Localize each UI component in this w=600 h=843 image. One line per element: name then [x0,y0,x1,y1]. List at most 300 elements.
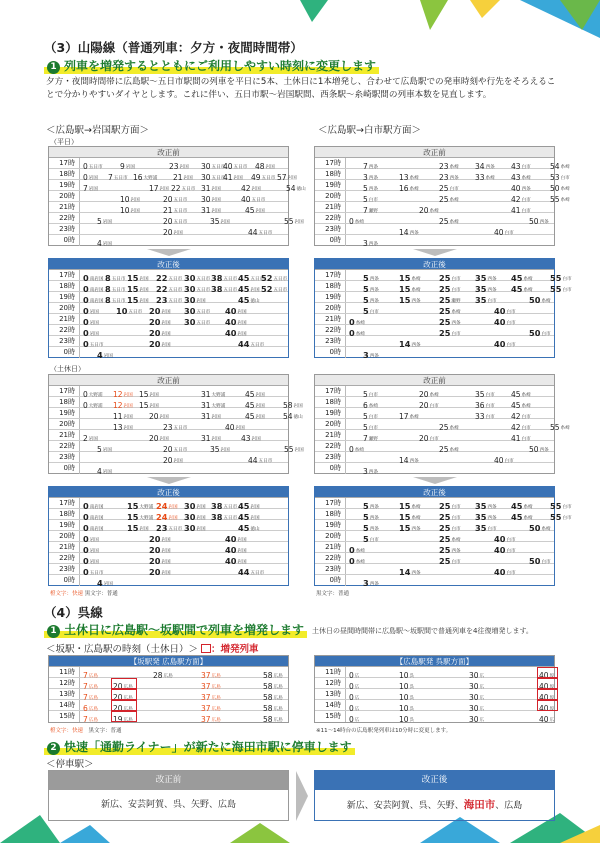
departure-cell: 25糸崎 [439,445,459,454]
table-row [315,564,554,575]
hour-divider [345,553,346,563]
table-row [315,700,554,711]
hour-divider [345,520,346,530]
departure-cell: 25糸崎 [439,423,459,432]
departure-cell: 44五日市 [238,567,265,577]
departure-cell: 21岩国 [173,173,193,182]
table-row [49,564,288,575]
departure-cell: 36白市 [475,401,495,410]
hour-label: 19時 [325,293,341,301]
table-header: 改正前 [315,375,554,386]
departure-cell: 0南岩国 [83,295,104,305]
hour-divider [79,336,80,346]
departure-cell: 30五日市 [201,173,226,182]
hour-label: 20時 [325,532,341,540]
table-row [49,553,288,564]
departure-cell: 19広島 [111,711,137,722]
table-row [315,169,570,182]
departure-cell: 57岩国 [277,173,297,182]
hour-divider [79,397,80,407]
departure-cell: 8五日市 [105,295,126,305]
table-row [315,419,570,432]
departure-cell: 15糸崎 [399,512,421,522]
departure-cell: 0広 [349,715,360,724]
departure-cell: 0岩国 [83,545,99,555]
departure-cell: 24岩国 [156,501,178,511]
table-row [49,678,288,689]
departure-cell: 10呉 [399,671,415,680]
hour-label: 18時 [59,282,75,290]
table-row [315,158,570,171]
departure-cell: 35西条 [475,501,497,511]
departure-cell: 41白市 [511,434,531,443]
hour-label: 14時 [325,701,341,709]
hour-label: 20時 [59,532,75,540]
hour-divider [79,158,80,168]
departure-cell: 38五日市 [211,273,238,283]
departure-cell: 25白市 [439,328,461,338]
hour-divider [79,292,80,302]
departure-cell: 55白市 [550,501,572,511]
stops-before-header: 改正前 [49,771,288,790]
departure-cell: 23五日市 [163,423,188,432]
departure-cell: 40岩国 [225,306,247,316]
hour-label: 23時 [325,565,341,573]
hour-divider [345,180,346,190]
departure-cell: 11岩国 [113,412,133,421]
departure-cell: 30岩国 [184,295,206,305]
departure-cell: 7広島 [83,715,98,724]
hour-label: 21時 [59,315,75,323]
table-row [315,689,554,700]
table-row [315,498,572,511]
departure-cell: 4岩国 [97,578,113,588]
departure-cell: 40岩国 [225,317,247,327]
hour-divider [345,509,346,519]
table-row [49,520,288,531]
departure-cell: 0南岩国 [83,501,104,511]
departure-cell: 58岩国 [283,401,303,410]
table-header: 改正後 [49,487,288,498]
hour-divider [79,553,80,563]
departure-cell: 14西条 [399,339,421,349]
departure-cell: 40白市 [494,306,516,316]
departure-cell: 30広 [469,682,485,691]
table-row [49,213,304,226]
right-direction-title: ＜広島駅→白市駅方面＞ [318,125,421,136]
hour-label: 20時 [325,192,341,200]
hour-divider [345,224,346,234]
hour-divider [79,314,80,324]
departure-cell: 41白市 [511,206,531,215]
departure-cell: 20五日市 [163,217,188,226]
departure-cell: 30岩国 [184,501,206,511]
weekday-west-after-table [48,258,289,358]
holiday-east-before-table [314,374,570,476]
section4-note-1: 土休日の昼間時間帯に広島駅～坂駅間で普通列車を4往復増発します。 [312,627,533,635]
departure-cell: 49五日市 [251,173,276,182]
table-header: 【広島駅発 呉駅方面】 [315,656,554,667]
departure-cell: 15岩国 [139,390,159,399]
departure-cell: 42白市 [511,195,531,204]
departure-cell: 23岩国 [169,162,189,171]
departure-cell: 12岩国 [113,401,133,410]
legend-right: 黒文字：普通 [316,591,350,597]
departure-cell: 15岩国 [127,295,149,305]
hour-label: 20時 [59,420,75,428]
table-row [315,386,554,397]
departure-cell: 5西条 [363,501,379,511]
hour-divider [79,463,80,474]
weekday-label: （平日） [50,138,78,146]
table-row [49,419,288,430]
departure-cell: 25白市 [439,284,461,294]
table-row [49,224,288,235]
departure-cell: 10呉 [399,715,415,724]
departure-cell: 50白市 [529,556,551,566]
hour-divider [345,386,346,396]
departure-cell: 50糸崎 [529,295,551,305]
departure-cell: 20岩国 [149,317,171,327]
kure-left-note: 橙文字：快速 黒文字：普通 [50,728,122,734]
departure-cell: 40白市 [494,567,516,577]
departure-cell: 10岩国 [120,195,140,204]
hour-divider [345,531,346,541]
departure-cell: 42白市 [511,423,531,432]
hour-label: 19時 [59,181,75,189]
departure-cell: 53白市 [550,173,570,182]
table-row [49,270,288,281]
hour-label: 12時 [325,679,341,687]
departure-cell: 0岩国 [83,328,99,338]
hour-label: 19時 [325,181,341,189]
table-row [49,202,288,213]
departure-cell: 20広島 [111,678,137,689]
departure-cell: 7五日市 [108,173,128,182]
table-row [315,520,554,531]
departure-cell: 5岩国 [97,217,112,226]
hour-divider [79,281,80,291]
table-row [315,430,554,441]
departure-cell: 40白市 [494,228,514,237]
departure-cell: 30五日市 [184,273,211,283]
hour-divider [79,191,80,201]
departure-cell: 37広島 [201,704,221,713]
departure-cell: 30岩国 [184,523,206,533]
table-row [49,169,297,182]
hour-divider [345,564,346,574]
hour-label: 13時 [325,690,341,698]
departure-cell: 0大野浦 [83,401,103,410]
table-row [315,408,554,419]
departure-cell: 35岩国 [210,445,230,454]
down-arrow [147,477,191,484]
departure-cell: 40坂 [537,678,558,689]
departure-cell: 0五日市 [83,162,103,171]
departure-cell: 5岩国 [97,445,112,454]
hour-divider [79,689,80,699]
hour-divider [79,347,80,358]
hour-divider [345,408,346,418]
departure-cell: 40白市 [494,534,516,544]
departure-cell: 5西条 [363,523,379,533]
hour-label: 22時 [325,326,341,334]
departure-cell: 30岩国 [201,195,221,204]
hour-divider [79,441,80,451]
hour-label: 21時 [325,431,341,439]
departure-cell: 40岩国 [225,423,245,432]
departure-cell: 45岩国 [245,412,265,421]
hour-divider [79,531,80,541]
departure-cell: 5西条 [363,295,379,305]
departure-cell: 58広島 [263,682,283,691]
departure-cell: 35白市 [475,295,497,305]
decor-triangles-top [0,0,600,40]
departure-cell: 40西条 [511,184,531,193]
hour-divider [345,575,346,586]
hour-label: 17時 [59,159,75,167]
departure-cell: 20岩国 [149,328,171,338]
departure-cell: 10呉 [399,704,415,713]
hour-divider [345,498,346,508]
hour-label: 0時 [329,464,341,472]
hour-label: 18時 [325,510,341,518]
departure-cell: 45五日市 [238,273,265,283]
hour-label: 21時 [325,203,341,211]
table-row [49,430,288,441]
table-row [315,180,570,193]
hour-label: 18時 [325,282,341,290]
hour-label: 21時 [59,543,75,551]
departure-cell: 54徳山 [283,412,303,421]
departure-cell: 40坂 [537,689,558,700]
hour-label: 21時 [325,315,341,323]
departure-cell: 34西条 [475,162,495,171]
departure-cell: 55岩国 [284,217,304,226]
departure-cell: 0糸崎 [349,317,365,327]
number-badge: 1 [47,625,60,638]
table-row [49,408,303,421]
hour-divider [345,314,346,324]
hour-label: 11時 [59,668,75,676]
departure-cell: 41岩国 [223,173,243,182]
departure-cell: 31岩国 [201,206,221,215]
legend-box [201,644,211,653]
departure-cell: 21五日市 [163,206,188,215]
hour-divider [79,202,80,212]
hour-divider [79,419,80,429]
down-arrow [413,249,457,256]
hour-divider [345,430,346,440]
departure-cell: 30五日市 [201,162,226,171]
hour-label: 17時 [59,387,75,395]
hour-divider [345,667,346,677]
departure-cell: 35岩国 [210,217,230,226]
hour-divider [79,386,80,396]
table-header: 改正前 [49,375,288,386]
hour-divider [79,235,80,246]
section4-highlight-1 [44,621,307,638]
departure-cell: 3西条 [363,239,378,248]
table-row [315,441,554,452]
table-row [49,575,288,586]
departure-cell: 5西条 [363,273,379,283]
hour-divider [79,667,80,677]
stops-after-table [314,770,555,821]
hour-label: 21時 [325,543,341,551]
departure-cell: 31岩国 [201,412,221,421]
table-header: 改正前 [49,147,288,158]
table-row [49,531,288,542]
departure-cell: 15糸崎 [399,273,421,283]
hour-label: 22時 [325,554,341,562]
table-row [49,292,288,303]
departure-cell: 52五日市 [261,284,288,294]
table-row [49,667,288,678]
hour-label: 18時 [325,398,341,406]
departure-cell: 15西条 [399,295,421,305]
departure-cell: 3西条 [363,350,379,360]
departure-cell: 45岩国 [238,512,260,522]
hour-label: 23時 [325,337,341,345]
hour-label: 17時 [59,271,75,279]
departure-cell: 55糸崎 [550,195,570,204]
table-row [315,270,572,283]
departure-cell: 40白市 [494,545,516,555]
departure-cell: 30五日市 [184,284,211,294]
departure-cell: 15大野浦 [127,501,154,511]
section3-title: （3）山陽線（普通列車：夕方・夜間時間帯） [44,40,303,55]
departure-cell: 25糸崎 [439,195,459,204]
departure-cell: 42白市 [511,412,531,421]
hour-divider [345,336,346,346]
departure-cell: 0糸崎 [349,445,364,454]
hour-divider [79,700,80,710]
departure-cell: 45岩国 [245,401,265,410]
highlight-text: 快速「通勤ライナー」が新たに海田市駅に停車します [64,740,352,754]
departure-cell: 54徳山 [286,184,306,193]
hour-divider [345,397,346,407]
departure-cell: 25白市 [439,501,461,511]
departure-cell: 54糸崎 [550,162,570,171]
hour-divider [345,303,346,313]
departure-cell: 15岩国 [127,273,149,283]
departure-cell: 30岩国 [184,512,206,522]
left-direction-title: ＜広島駅→岩国駅方面＞ [46,125,149,136]
departure-cell: 30五日市 [184,317,211,327]
departure-cell: 25瀬野 [439,295,461,305]
table-row [49,314,288,325]
hour-divider [79,430,80,440]
table-row [315,575,554,586]
hour-divider [79,509,80,519]
hour-label: 23時 [325,225,341,233]
table-row [315,667,554,678]
departure-cell: 4岩国 [97,239,112,248]
departure-cell: 25西条 [439,545,461,555]
kure-subtitle: ＜坂駅・広島駅の時刻（土休日）＞ ：増発列車 [46,644,259,655]
table-row [315,235,554,246]
hour-label: 0時 [329,236,341,244]
table-header: 改正後 [315,487,554,498]
holiday-label: （土休日） [50,365,85,373]
hour-divider [345,542,346,552]
departure-cell: 55白市 [550,273,572,283]
section4-title: （4）呉線 [44,605,103,620]
hour-divider [79,498,80,508]
departure-cell: 5西条 [363,184,378,193]
hour-divider [79,213,80,223]
hour-divider [79,678,80,688]
hour-label: 18時 [59,170,75,178]
departure-cell: 58広島 [263,671,283,680]
departure-cell: 0岩国 [83,306,99,316]
departure-cell: 35西条 [475,512,497,522]
kure-right-note: ※11～14時台の広島駅発列車は10分時に変更します。 [316,728,452,734]
departure-cell: 50糸崎 [550,184,570,193]
legend-left: 橙文字：快速 黒文字：普通 [50,591,118,597]
departure-cell: 35西条 [475,284,497,294]
departure-cell: 5白市 [363,423,378,432]
departure-cell: 0糸崎 [349,217,364,226]
departure-cell: 0大野浦 [83,390,103,399]
departure-cell: 0岩国 [83,556,99,566]
departure-cell: 40岩国 [225,328,247,338]
hour-divider [79,180,80,190]
departure-cell: 3西条 [363,467,378,476]
departure-cell: 20広島 [111,700,137,711]
departure-cell: 35白市 [475,523,497,533]
stops-before-table [48,770,289,821]
hour-label: 17時 [325,499,341,507]
hour-label: 19時 [59,293,75,301]
departure-cell: 3西条 [363,173,378,182]
departure-cell: 40岩国 [225,556,247,566]
hour-divider [345,270,346,280]
departure-cell: 20糸崎 [419,206,439,215]
hour-label: 22時 [59,214,75,222]
table-row [49,441,304,454]
hour-label: 19時 [325,409,341,417]
table-row [315,463,554,474]
section4-highlight-2 [44,738,355,755]
hour-label: 20時 [59,192,75,200]
departure-cell: 15糸崎 [399,501,421,511]
table-row [49,397,303,410]
departure-cell: 0糸崎 [349,545,365,555]
table-row [49,386,288,397]
departure-cell: 0五日市 [83,339,104,349]
hour-label: 13時 [59,690,75,698]
departure-cell: 0南岩国 [83,512,104,522]
departure-cell: 31大野浦 [201,390,226,399]
hour-divider [345,202,346,212]
departure-cell: 30五日市 [184,306,211,316]
departure-cell: 48岩国 [255,162,275,171]
number-badge: 2 [47,742,60,755]
departure-cell: 7岩国 [83,184,98,193]
departure-cell: 37広島 [201,693,221,702]
departure-cell: 23五日市 [156,523,183,533]
hour-divider [345,281,346,291]
departure-cell: 20五日市 [163,195,188,204]
departure-cell: 31岩国 [201,184,221,193]
highlight-text: 列車を増発するとともにご利用しやすい時刻に変更します [64,59,377,73]
table-row [49,158,288,169]
departure-cell: 23西条 [439,173,459,182]
weekday-east-before-table [314,146,570,248]
departure-cell: 10五日市 [116,306,143,316]
